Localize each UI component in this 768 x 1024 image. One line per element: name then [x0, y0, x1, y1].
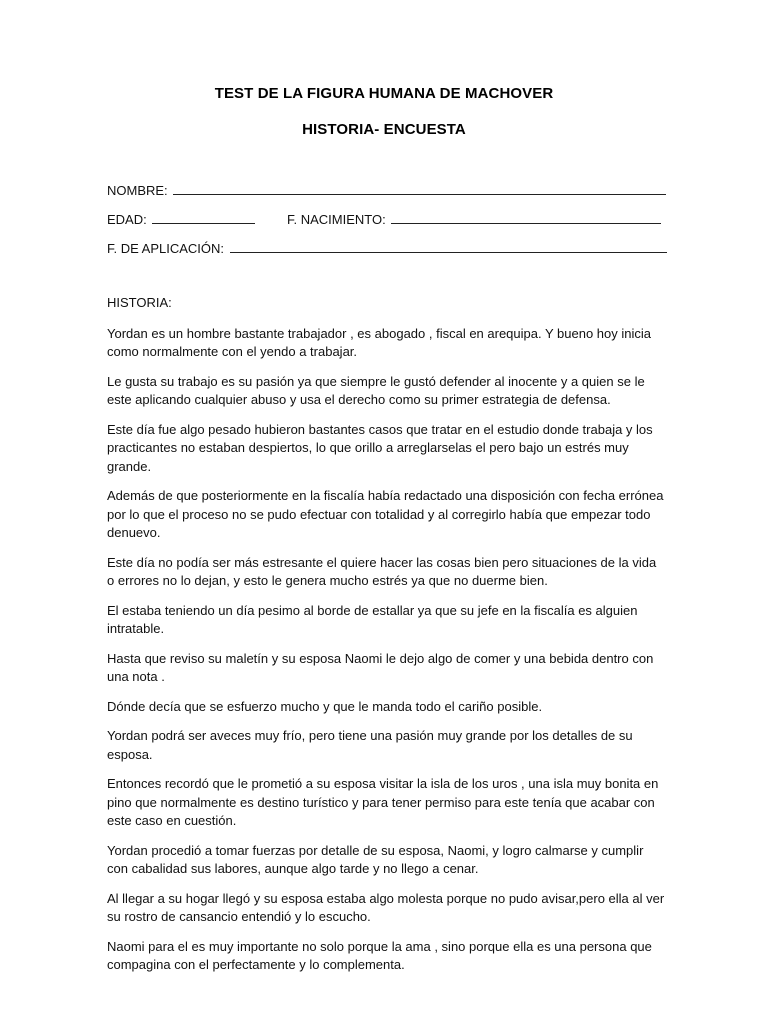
- nombre-label: NOMBRE:: [107, 183, 168, 198]
- aplicacion-label: F. DE APLICACIÓN:: [107, 241, 225, 256]
- nacimiento-blank[interactable]: [391, 210, 661, 224]
- nombre-field-row: [107, 181, 666, 198]
- edad-blank[interactable]: [152, 210, 255, 224]
- document-title: TEST DE LA FIGURA HUMANA DE MACHOVER: [214, 85, 554, 102]
- aplicacion-field-row: [107, 239, 667, 256]
- nacimiento-field-row: [287, 210, 661, 227]
- document-subtitle: HISTORIA- ENCUESTA: [302, 121, 466, 138]
- historia-paragraph: Hasta que reviso su maletín y su esposa Naomi le dejo algo de comer y una bebida dentro con una nota .: [107, 650, 654, 684]
- historia-paragraph: Entonces recordó que le prometió a su esposa visitar la isla de los uros , una isla muy bonita en pino que normalmente es destino turístico y para tener permiso para este tenía que acabar con este caso en cuestión.: [107, 776, 659, 828]
- historia-paragraph: Al llegar a su hogar llegó y su esposa estaba algo molesta porque no pudo avisar,pero ella al ver su rostro de cansancio entendió y lo escucho.: [107, 890, 665, 924]
- historia-paragraph: Además de que posteriormente en la fiscalía había redactado una disposición con fecha errónea por lo que el proceso no se pudo efectuar con totalidad y al corregirlo había que empezar todo denuevo.: [107, 488, 664, 540]
- nombre-blank[interactable]: [173, 181, 666, 195]
- edad-field-row: [107, 210, 255, 227]
- historia-paragraph: Yordan podrá ser aveces muy frío, pero tiene una pasión muy grande por los detalles de su esposa.: [107, 728, 633, 762]
- aplicacion-blank[interactable]: [230, 239, 667, 253]
- historia-paragraph: Yordan es un hombre bastante trabajador , es abogado , fiscal en arequipa. Y bueno hoy inicia como normalmente con el yendo a trabajar.: [107, 325, 651, 359]
- historia-paragraph: Este día no podía ser más estresante el quiere hacer las cosas bien pero situaciones de la vida o errores no lo dejan, y esto le genera mucho estrés ya que no duerme bien.: [107, 554, 657, 588]
- historia-paragraph: Dónde decía que se esfuerzo mucho y que le manda todo el cariño posible.: [107, 698, 543, 714]
- historia-paragraph: El estaba teniendo un día pesimo al borde de estallar ya que su jefe en la fiscalía es alguien intratable.: [107, 602, 638, 636]
- edad-label: EDAD:: [107, 212, 147, 227]
- historia-heading: HISTORIA:: [107, 295, 172, 310]
- nacimiento-label: F. NACIMIENTO:: [287, 212, 386, 227]
- historia-paragraph: Le gusta su trabajo es su pasión ya que siempre le gustó defender al inocente y a quien se le este aplicando cualquier abuso y usa el derecho como su primer estrategia de defensa.: [107, 373, 645, 407]
- historia-paragraph: Naomi para el es muy importante no solo porque la ama , sino porque ella es una persona que compagina con el perfectamente y lo complementa.: [107, 938, 652, 972]
- historia-section: [107, 294, 667, 986]
- historia-paragraph: Este día fue algo pesado hubieron bastantes casos que tratar en el estudio donde trabaja y los practicantes no estaban despiertos, lo que orillo a arreglarselas el pero bajo un estrés muy grande.: [107, 421, 653, 474]
- historia-paragraph: Yordan procedió a tomar fuerzas por detalle de su esposa, Naomi, y logro calmarse y cumplir con cabalidad sus labores, aunque algo tarde y no llego a cenar.: [107, 842, 644, 876]
